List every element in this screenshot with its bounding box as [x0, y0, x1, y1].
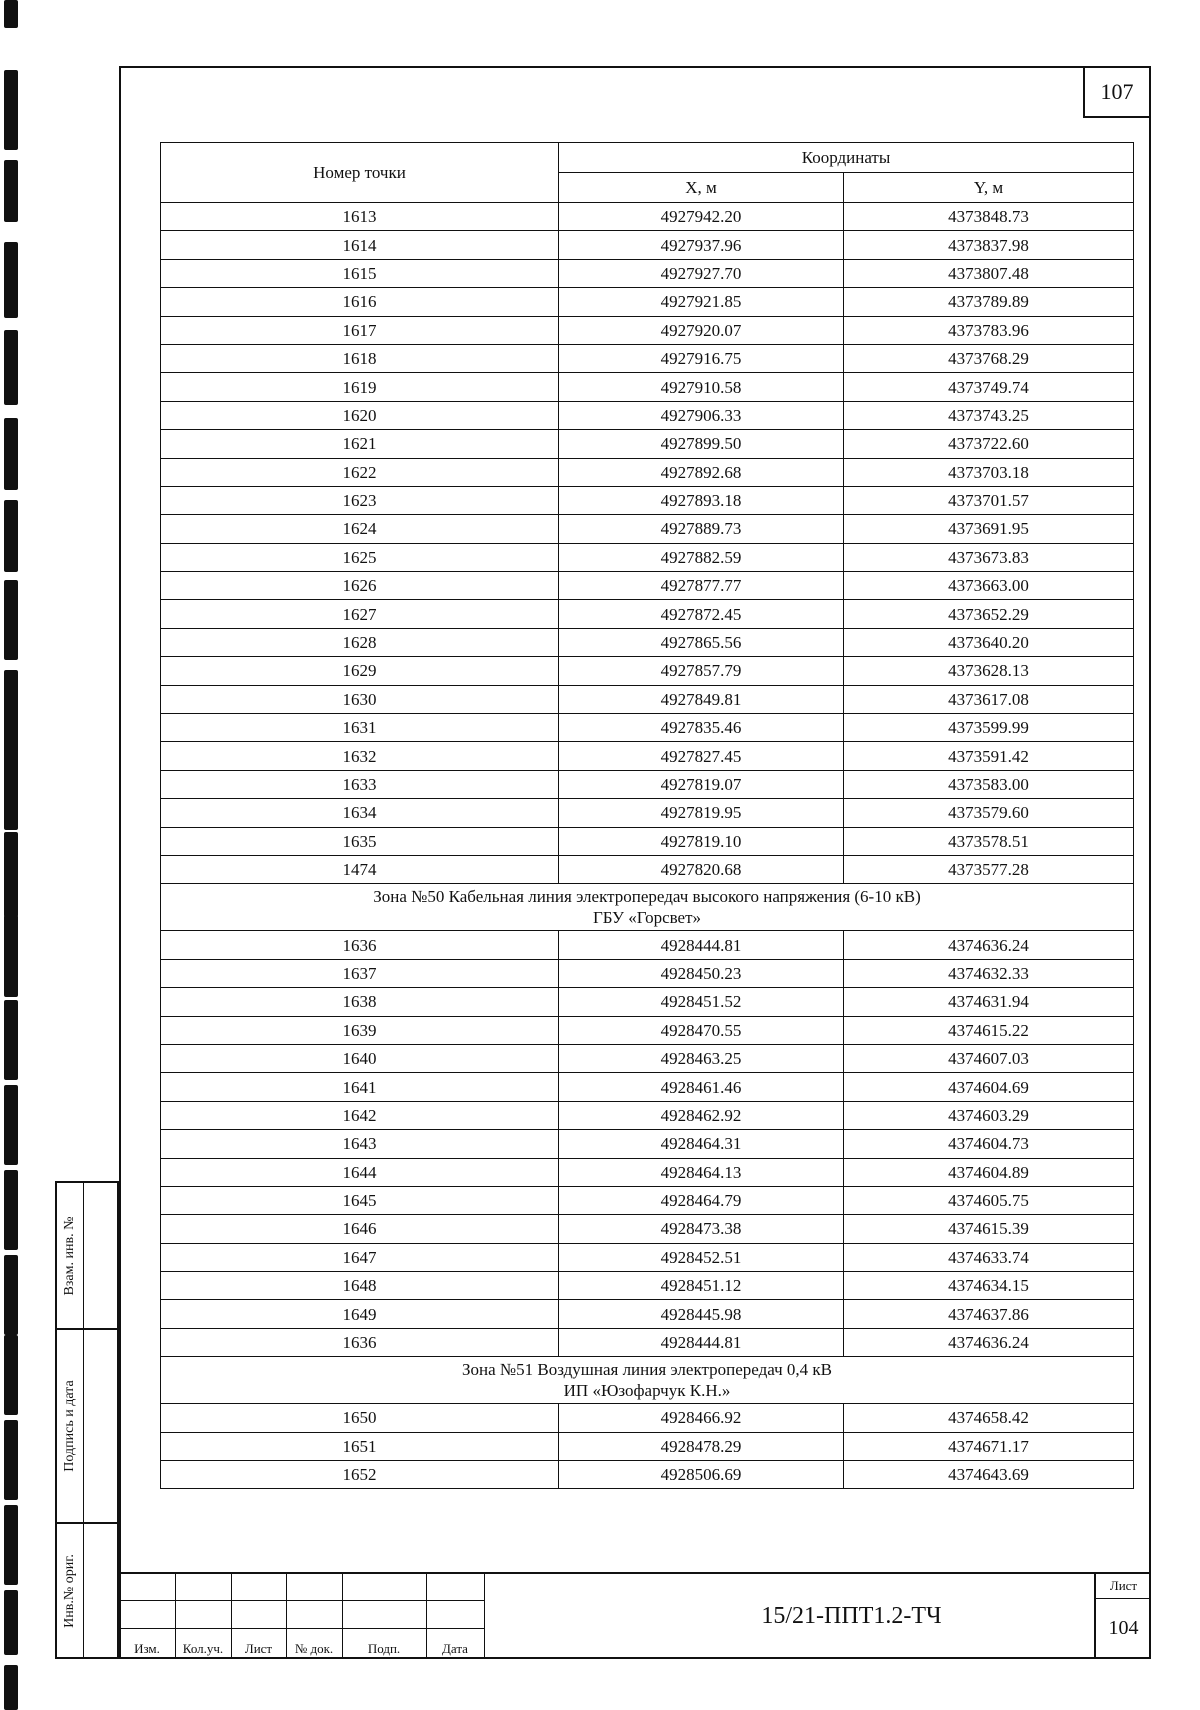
title-block-grid [119, 1574, 484, 1659]
y-coordinate-cell: 4374643.69 [844, 1461, 1134, 1489]
x-coordinate-cell: 4928462.92 [559, 1101, 844, 1129]
x-coordinate-cell: 4927819.95 [559, 799, 844, 827]
point-number-cell: 1622 [161, 458, 559, 486]
point-number-cell: 1643 [161, 1130, 559, 1158]
x-coordinate-cell: 4927916.75 [559, 344, 844, 372]
side-label-inv: Инв.№ ориг. [62, 1553, 77, 1628]
point-number-cell: 1625 [161, 543, 559, 571]
y-coordinate-cell: 4374615.22 [844, 1016, 1134, 1044]
y-coordinate-cell: 4373768.29 [844, 344, 1134, 372]
x-coordinate-cell: 4927906.33 [559, 401, 844, 429]
point-number-cell: 1631 [161, 714, 559, 742]
y-coordinate-cell: 4373591.42 [844, 742, 1134, 770]
zone-header-row [161, 884, 1134, 931]
y-coordinate-cell: 4374604.69 [844, 1073, 1134, 1101]
y-coordinate-cell: 4373789.89 [844, 288, 1134, 316]
table-row [161, 1243, 1134, 1271]
y-coordinate-cell: 4374603.29 [844, 1101, 1134, 1129]
header-point-number: Номер точки [161, 143, 559, 203]
y-coordinate-cell: 4373749.74 [844, 373, 1134, 401]
x-coordinate-cell: 4928470.55 [559, 1016, 844, 1044]
y-coordinate-cell: 4374634.15 [844, 1272, 1134, 1300]
y-coordinate-cell: 4373578.51 [844, 827, 1134, 855]
table-row [161, 458, 1134, 486]
table-row [161, 1130, 1134, 1158]
zone-title-line2: ГБУ «Горсвет» [592, 908, 702, 928]
y-coordinate-cell: 4374633.74 [844, 1243, 1134, 1271]
table-row [161, 959, 1134, 987]
y-coordinate-cell: 4373848.73 [844, 203, 1134, 231]
point-number-cell: 1646 [161, 1215, 559, 1243]
y-coordinate-cell: 4373722.60 [844, 430, 1134, 458]
y-coordinate-cell: 4373652.29 [844, 600, 1134, 628]
top-sheet-number: 107 [1083, 66, 1151, 118]
point-number-cell: 1652 [161, 1461, 559, 1489]
y-coordinate-cell: 4373837.98 [844, 231, 1134, 259]
point-number-cell: 1647 [161, 1243, 559, 1271]
point-number-cell: 1627 [161, 600, 559, 628]
x-coordinate-cell: 4928463.25 [559, 1044, 844, 1072]
x-coordinate-cell: 4928444.81 [559, 1328, 844, 1356]
y-coordinate-cell: 4374605.75 [844, 1186, 1134, 1214]
point-number-cell: 1638 [161, 988, 559, 1016]
x-coordinate-cell: 4927819.07 [559, 770, 844, 798]
point-number-cell: 1614 [161, 231, 559, 259]
table-row [161, 373, 1134, 401]
table-row [161, 685, 1134, 713]
col-header-kol-uch: Кол.уч. [182, 1641, 224, 1656]
col-header-data: Дата [442, 1641, 468, 1656]
x-coordinate-cell: 4927910.58 [559, 373, 844, 401]
y-coordinate-cell: 4373807.48 [844, 259, 1134, 287]
table-row [161, 316, 1134, 344]
point-number-cell: 1617 [161, 316, 559, 344]
table-row [161, 770, 1134, 798]
point-number-cell: 1635 [161, 827, 559, 855]
col-header-list: Лист [244, 1641, 273, 1656]
x-coordinate-cell: 4928451.12 [559, 1272, 844, 1300]
y-coordinate-cell: 4374658.42 [844, 1404, 1134, 1432]
side-stamp-inv [55, 1522, 119, 1659]
zone-header-row [161, 1357, 1134, 1404]
table-row [161, 799, 1134, 827]
x-coordinate-cell: 4927865.56 [559, 628, 844, 656]
table-row [161, 401, 1134, 429]
col-header-podp: Подп. [367, 1641, 401, 1656]
side-stamp-podpis [55, 1328, 119, 1524]
document-code [484, 1574, 1200, 1659]
table-row [161, 1016, 1134, 1044]
table-row [161, 1186, 1134, 1214]
x-coordinate-cell: 4927921.85 [559, 288, 844, 316]
point-number-cell: 1648 [161, 1272, 559, 1300]
x-coordinate-cell: 4927835.46 [559, 714, 844, 742]
point-number-cell: 1624 [161, 515, 559, 543]
table-row [161, 231, 1134, 259]
x-coordinate-cell: 4927872.45 [559, 600, 844, 628]
table-row [161, 1044, 1134, 1072]
table-row [161, 827, 1134, 855]
point-number-cell: 1644 [161, 1158, 559, 1186]
x-coordinate-cell: 4927920.07 [559, 316, 844, 344]
point-number-cell: 1636 [161, 1328, 559, 1356]
y-coordinate-cell: 4374615.39 [844, 1215, 1134, 1243]
y-coordinate-cell: 4373703.18 [844, 458, 1134, 486]
coordinates-table [160, 142, 1134, 1489]
x-coordinate-cell: 4927942.20 [559, 203, 844, 231]
zone-title-line1: Зона №51 Воздушная линия электропередач 0,4 кВ [462, 1360, 832, 1380]
table-row [161, 572, 1134, 600]
table-row [161, 714, 1134, 742]
y-coordinate-cell: 4373663.00 [844, 572, 1134, 600]
table-row [161, 543, 1134, 571]
table-row [161, 1073, 1134, 1101]
point-number-cell: 1621 [161, 430, 559, 458]
x-coordinate-cell: 4928451.52 [559, 988, 844, 1016]
point-number-cell: 1629 [161, 657, 559, 685]
y-coordinate-cell: 4373783.96 [844, 316, 1134, 344]
point-number-cell: 1641 [161, 1073, 559, 1101]
zone-title-line1: Зона №50 Кабельная линия электропередач высокого напряжения (6-10 кВ) [373, 887, 921, 907]
point-number-cell: 1633 [161, 770, 559, 798]
y-coordinate-cell: 4373628.13 [844, 657, 1134, 685]
point-number-cell: 1649 [161, 1300, 559, 1328]
table-row [161, 742, 1134, 770]
point-number-cell: 1639 [161, 1016, 559, 1044]
x-coordinate-cell: 4928445.98 [559, 1300, 844, 1328]
y-coordinate-cell: 4373577.28 [844, 855, 1134, 883]
point-number-cell: 1620 [161, 401, 559, 429]
point-number-cell: 1650 [161, 1404, 559, 1432]
side-label-podpis: Подпись и дата [62, 1380, 77, 1472]
point-number-cell: 1474 [161, 855, 559, 883]
y-coordinate-cell: 4374636.24 [844, 931, 1134, 959]
x-coordinate-cell: 4927849.81 [559, 685, 844, 713]
zone-title [161, 884, 1134, 931]
y-coordinate-cell: 4374604.73 [844, 1130, 1134, 1158]
table-row [161, 657, 1134, 685]
y-coordinate-cell: 4373673.83 [844, 543, 1134, 571]
x-coordinate-cell: 4927892.68 [559, 458, 844, 486]
point-number-cell: 1637 [161, 959, 559, 987]
x-coordinate-cell: 4927899.50 [559, 430, 844, 458]
table-row [161, 1272, 1134, 1300]
y-coordinate-cell: 4373599.99 [844, 714, 1134, 742]
point-number-cell: 1632 [161, 742, 559, 770]
x-coordinate-cell: 4927819.10 [559, 827, 844, 855]
point-number-cell: 1618 [161, 344, 559, 372]
table-row [161, 628, 1134, 656]
y-coordinate-cell: 4374637.86 [844, 1300, 1134, 1328]
point-number-cell: 1642 [161, 1101, 559, 1129]
table-row [161, 1101, 1134, 1129]
document-code-text: 15/21-ППТ1.2-ТЧ [761, 1603, 942, 1629]
x-coordinate-cell: 4927820.68 [559, 855, 844, 883]
point-number-cell: 1616 [161, 288, 559, 316]
y-coordinate-cell: 4373743.25 [844, 401, 1134, 429]
y-coordinate-cell: 4374636.24 [844, 1328, 1134, 1356]
zone-title [161, 1357, 1134, 1404]
x-coordinate-cell: 4928466.92 [559, 1404, 844, 1432]
point-number-cell: 1619 [161, 373, 559, 401]
point-number-cell: 1623 [161, 486, 559, 514]
table-row [161, 1328, 1134, 1356]
table-row [161, 515, 1134, 543]
y-coordinate-cell: 4373583.00 [844, 770, 1134, 798]
point-number-cell: 1640 [161, 1044, 559, 1072]
x-coordinate-cell: 4928444.81 [559, 931, 844, 959]
point-number-cell: 1628 [161, 628, 559, 656]
y-coordinate-cell: 4373640.20 [844, 628, 1134, 656]
header-y: Y, м [844, 173, 1134, 203]
table-row [161, 486, 1134, 514]
table-row [161, 1404, 1134, 1432]
y-coordinate-cell: 4374607.03 [844, 1044, 1134, 1072]
header-x: X, м [559, 173, 844, 203]
table-row [161, 855, 1134, 883]
table-row [161, 430, 1134, 458]
side-stamp-vzam [55, 1181, 119, 1330]
x-coordinate-cell: 4928452.51 [559, 1243, 844, 1271]
x-coordinate-cell: 4927927.70 [559, 259, 844, 287]
y-coordinate-cell: 4373691.95 [844, 515, 1134, 543]
point-number-cell: 1651 [161, 1432, 559, 1460]
x-coordinate-cell: 4928461.46 [559, 1073, 844, 1101]
x-coordinate-cell: 4927827.45 [559, 742, 844, 770]
x-coordinate-cell: 4927877.77 [559, 572, 844, 600]
table-row [161, 1158, 1134, 1186]
binder-marks [0, 0, 30, 1710]
point-number-cell: 1634 [161, 799, 559, 827]
table-row [161, 988, 1134, 1016]
x-coordinate-cell: 4928464.31 [559, 1130, 844, 1158]
point-number-cell: 1630 [161, 685, 559, 713]
y-coordinate-cell: 4374631.94 [844, 988, 1134, 1016]
table-body [161, 203, 1134, 1489]
sheet-number: 104 [1108, 1616, 1139, 1639]
x-coordinate-cell: 4928464.13 [559, 1158, 844, 1186]
table-row [161, 1300, 1134, 1328]
x-coordinate-cell: 4928478.29 [559, 1432, 844, 1460]
table-row [161, 931, 1134, 959]
title-block [119, 1572, 1151, 1659]
y-coordinate-cell: 4374604.89 [844, 1158, 1134, 1186]
col-header-doc-no: № док. [294, 1641, 334, 1656]
table-row [161, 288, 1134, 316]
zone-title-line2: ИП «Юзофарчук К.Н.» [563, 1381, 731, 1401]
table-row [161, 600, 1134, 628]
sheet-box [1094, 1574, 1151, 1659]
point-number-cell: 1613 [161, 203, 559, 231]
point-number-cell: 1645 [161, 1186, 559, 1214]
y-coordinate-cell: 4374671.17 [844, 1432, 1134, 1460]
table-row [161, 259, 1134, 287]
x-coordinate-cell: 4927889.73 [559, 515, 844, 543]
table-row [161, 344, 1134, 372]
x-coordinate-cell: 4927882.59 [559, 543, 844, 571]
x-coordinate-cell: 4927937.96 [559, 231, 844, 259]
x-coordinate-cell: 4928450.23 [559, 959, 844, 987]
col-header-izm: Изм. [134, 1641, 160, 1656]
table-row [161, 1432, 1134, 1460]
sheet-label: Лист [1096, 1574, 1151, 1599]
x-coordinate-cell: 4927893.18 [559, 486, 844, 514]
point-number-cell: 1615 [161, 259, 559, 287]
point-number-cell: 1626 [161, 572, 559, 600]
table-row [161, 1461, 1134, 1489]
y-coordinate-cell: 4374632.33 [844, 959, 1134, 987]
header-coordinates: Координаты [559, 143, 1134, 173]
x-coordinate-cell: 4928506.69 [559, 1461, 844, 1489]
x-coordinate-cell: 4927857.79 [559, 657, 844, 685]
table-row [161, 1215, 1134, 1243]
x-coordinate-cell: 4928464.79 [559, 1186, 844, 1214]
y-coordinate-cell: 4373701.57 [844, 486, 1134, 514]
table-row [161, 203, 1134, 231]
y-coordinate-cell: 4373617.08 [844, 685, 1134, 713]
x-coordinate-cell: 4928473.38 [559, 1215, 844, 1243]
point-number-cell: 1636 [161, 931, 559, 959]
side-label-vzam: Взам. инв. № [62, 1216, 77, 1295]
y-coordinate-cell: 4373579.60 [844, 799, 1134, 827]
